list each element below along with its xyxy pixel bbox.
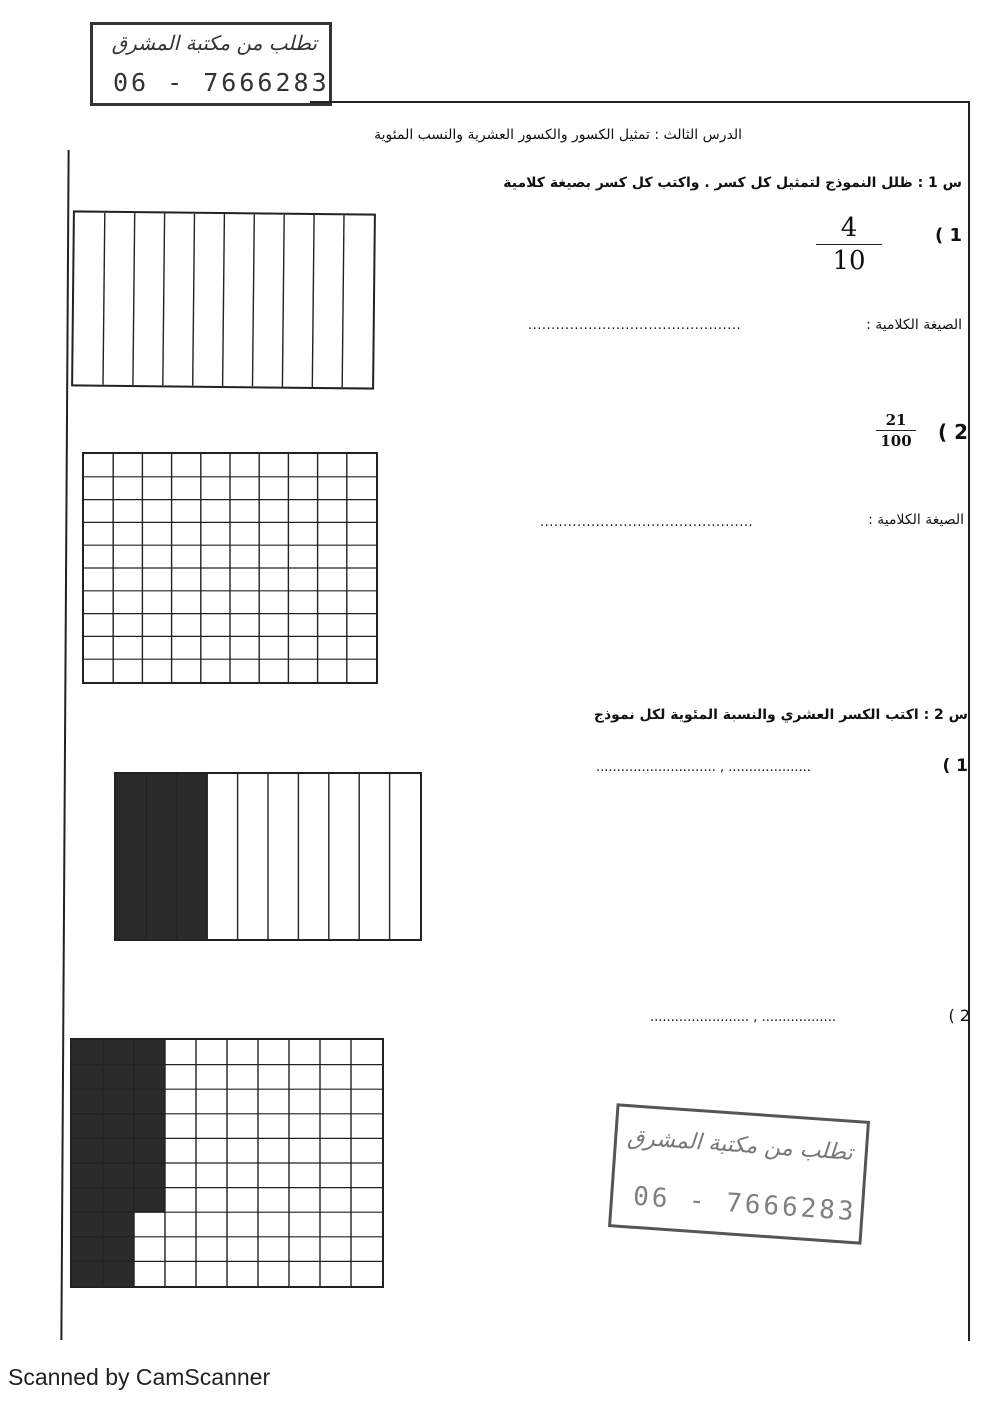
grid-svg [84,454,376,682]
grid-column-line [282,215,284,387]
shaded-cell [146,774,177,939]
q1-item1-grid[interactable] [71,210,376,389]
shaded-cell [72,1212,104,1237]
shaded-cell [103,1237,135,1262]
grid-column-line [342,215,344,387]
grid-column-line [163,213,165,385]
grid-column-line [223,214,225,386]
frame-top-line [310,101,970,103]
shaded-cell [134,1089,166,1114]
shaded-cell [134,1114,166,1139]
q2-item1-answer-field[interactable]: ............................. , .................... [596,760,811,775]
q2-item2-answer-field[interactable]: ........................ , .................. [650,1010,836,1025]
lesson-title: الدرس الثالث : تمثيل الكسور والكسور العشرية والنسب المئوية [374,127,742,143]
shaded-cell [134,1040,166,1065]
shaded-cell [103,1138,135,1163]
shaded-cell [103,1188,135,1213]
shaded-cell [103,1114,135,1139]
shaded-cell [134,1138,166,1163]
shaded-cell [72,1089,104,1114]
shaded-cell [134,1065,166,1090]
shaded-cell [103,1065,135,1090]
q1-item2-verbal-label: الصيغة الكلامية : [868,512,964,528]
grid-column-line [312,215,314,387]
shaded-cell [103,1212,135,1237]
shaded-cell [72,1114,104,1139]
shaded-cell [103,1089,135,1114]
q1-item2-answer-field[interactable]: .............................................. [540,515,754,530]
frame-right-line [968,101,970,1341]
shaded-cell [103,1040,135,1065]
shaded-cell [116,774,147,939]
denominator: 10 [832,246,866,276]
grid-column-line [103,213,105,385]
grid-svg [116,774,420,939]
grid-svg [72,1040,382,1286]
stamp-phone: 06 - 7666283 [113,68,330,97]
grid-column-line [252,214,254,386]
q1-item1-number: ( 1 [934,225,962,246]
q1-item2-grid[interactable] [82,452,378,684]
library-stamp-top [90,22,332,106]
q1-prompt: س 1 : ظلل النموذج لتمثيل كل كسر . واكتب كل كسر بصيغة كلامية [503,175,962,191]
shaded-cell [103,1261,135,1286]
grid-column-line [133,213,135,385]
q1-item1-fraction [816,212,882,277]
shaded-cell [72,1261,104,1286]
q1-item1-verbal-label: الصيغة الكلامية : [866,317,962,333]
stamp-phone: 06 - 7666283 [632,1181,858,1228]
q2-item1-grid [114,772,422,941]
q2-item2-number: ( 2 [948,1006,970,1025]
q1-item1-answer-field[interactable]: .............................................. [528,318,742,333]
shaded-cell [72,1163,104,1188]
shaded-cell [72,1188,104,1213]
shaded-cell [72,1040,104,1065]
q1-item2-fraction [876,410,916,451]
numerator: 21 [885,411,907,429]
shaded-cell [72,1138,104,1163]
shaded-cell [103,1163,135,1188]
grid-svg [73,212,374,387]
numerator: 4 [840,213,858,243]
shaded-cell [72,1237,104,1262]
frame-left-line [60,150,69,1340]
scanner-footer: Scanned by CamScanner [8,1364,271,1390]
shaded-cell [134,1188,166,1213]
grid-column-line [193,214,195,386]
q1-item2-number: ( 2 [937,420,968,444]
shaded-cell [177,774,208,939]
denominator: 100 [880,432,912,450]
shaded-cell [72,1065,104,1090]
q2-item1-number: ( 1 [942,756,968,776]
stamp-text: تطلب من مكتبة المشرق [626,1125,854,1166]
q2-prompt: س 2 : اكتب الكسر العشري والنسبة المئوية لكل نموذج [593,707,968,723]
q2-item2-grid [70,1038,384,1288]
shaded-cell [134,1163,166,1188]
library-stamp-bottom [608,1103,870,1244]
stamp-text: تطلب من مكتبة المشرق [111,31,317,55]
